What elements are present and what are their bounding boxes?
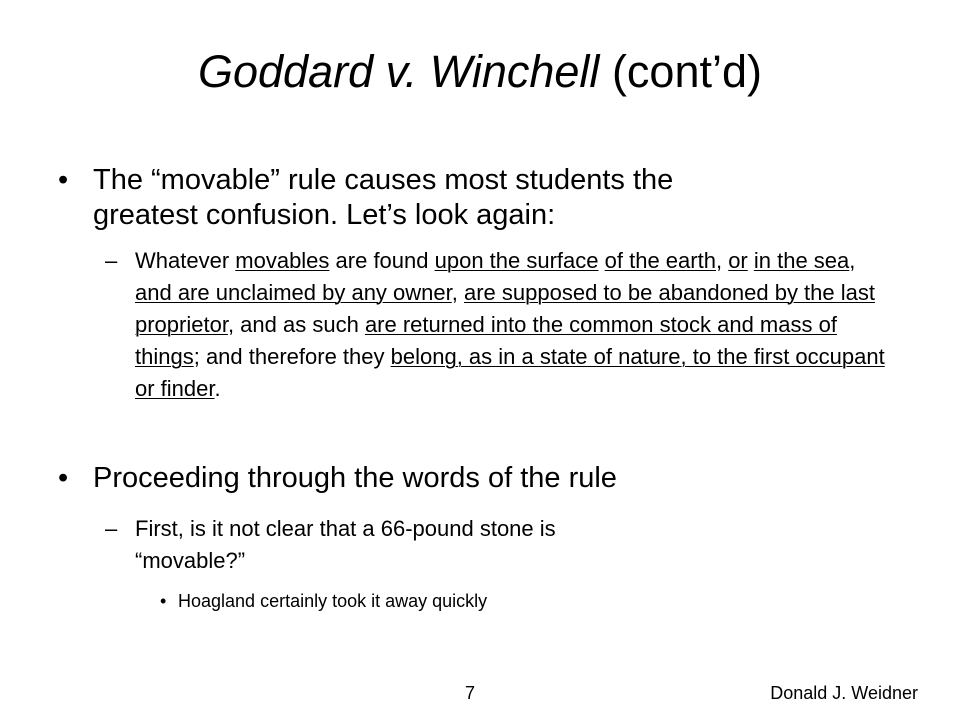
quote-seg: , and as such [227,312,365,337]
quote-seg-underlined: and are unclaimed by any owner [135,280,452,305]
quote-seg-underlined: movables [235,248,330,273]
bullet-marker: • [160,591,167,611]
quote-seg-underlined: of the earth [604,248,716,273]
bullet-text-line-1: The “movable” rule causes most students the [93,164,674,196]
quote-seg-underlined: are supposed to be abandoned by the last proprietor [135,280,875,337]
sub-bullet-line-2: “movable?” [135,548,246,573]
quote-seg-underlined: upon the surface [434,248,599,273]
sub-bullet-text [135,513,895,577]
sub-sub-bullet-text: Hoagland certainly took it away quickly [178,591,488,611]
rule-quote-text [135,245,895,405]
dash-marker: – [105,516,118,541]
slide-title [0,42,960,102]
page-number: 7 [464,683,475,703]
bullet-marker: • [58,164,69,196]
dash-marker: – [105,248,118,273]
bullet-text: Proceeding through the words of the rule [93,462,617,494]
quote-seg: , [849,248,856,273]
quote-seg: , [451,280,464,305]
bullet-marker: • [58,462,69,494]
quote-seg-underlined: belong, as in a state of nature, to the first occupant or finder [135,344,885,401]
quote-seg: . [214,376,221,401]
quote-seg: are found [329,248,435,273]
bullet-text [93,163,913,233]
case-name: Goddard v. Winchell [197,46,600,97]
quote-seg-underlined: are returned into the common stock and mass of things [135,312,837,369]
author-name: Donald J. Weidner [770,683,918,703]
bullet-text-line-2: greatest confusion. Let’s look again: [93,199,556,231]
quote-seg: Whatever [135,248,236,273]
quote-seg-underlined: or [728,248,748,273]
quote-seg: ; and therefore they [193,344,391,369]
quote-seg-underlined: in the sea [753,248,850,273]
sub-bullet-line-1: First, is it not clear that a 66-pound stone is [135,516,556,541]
title-suffix: (cont’d) [599,46,762,97]
quote-seg: , [715,248,729,273]
